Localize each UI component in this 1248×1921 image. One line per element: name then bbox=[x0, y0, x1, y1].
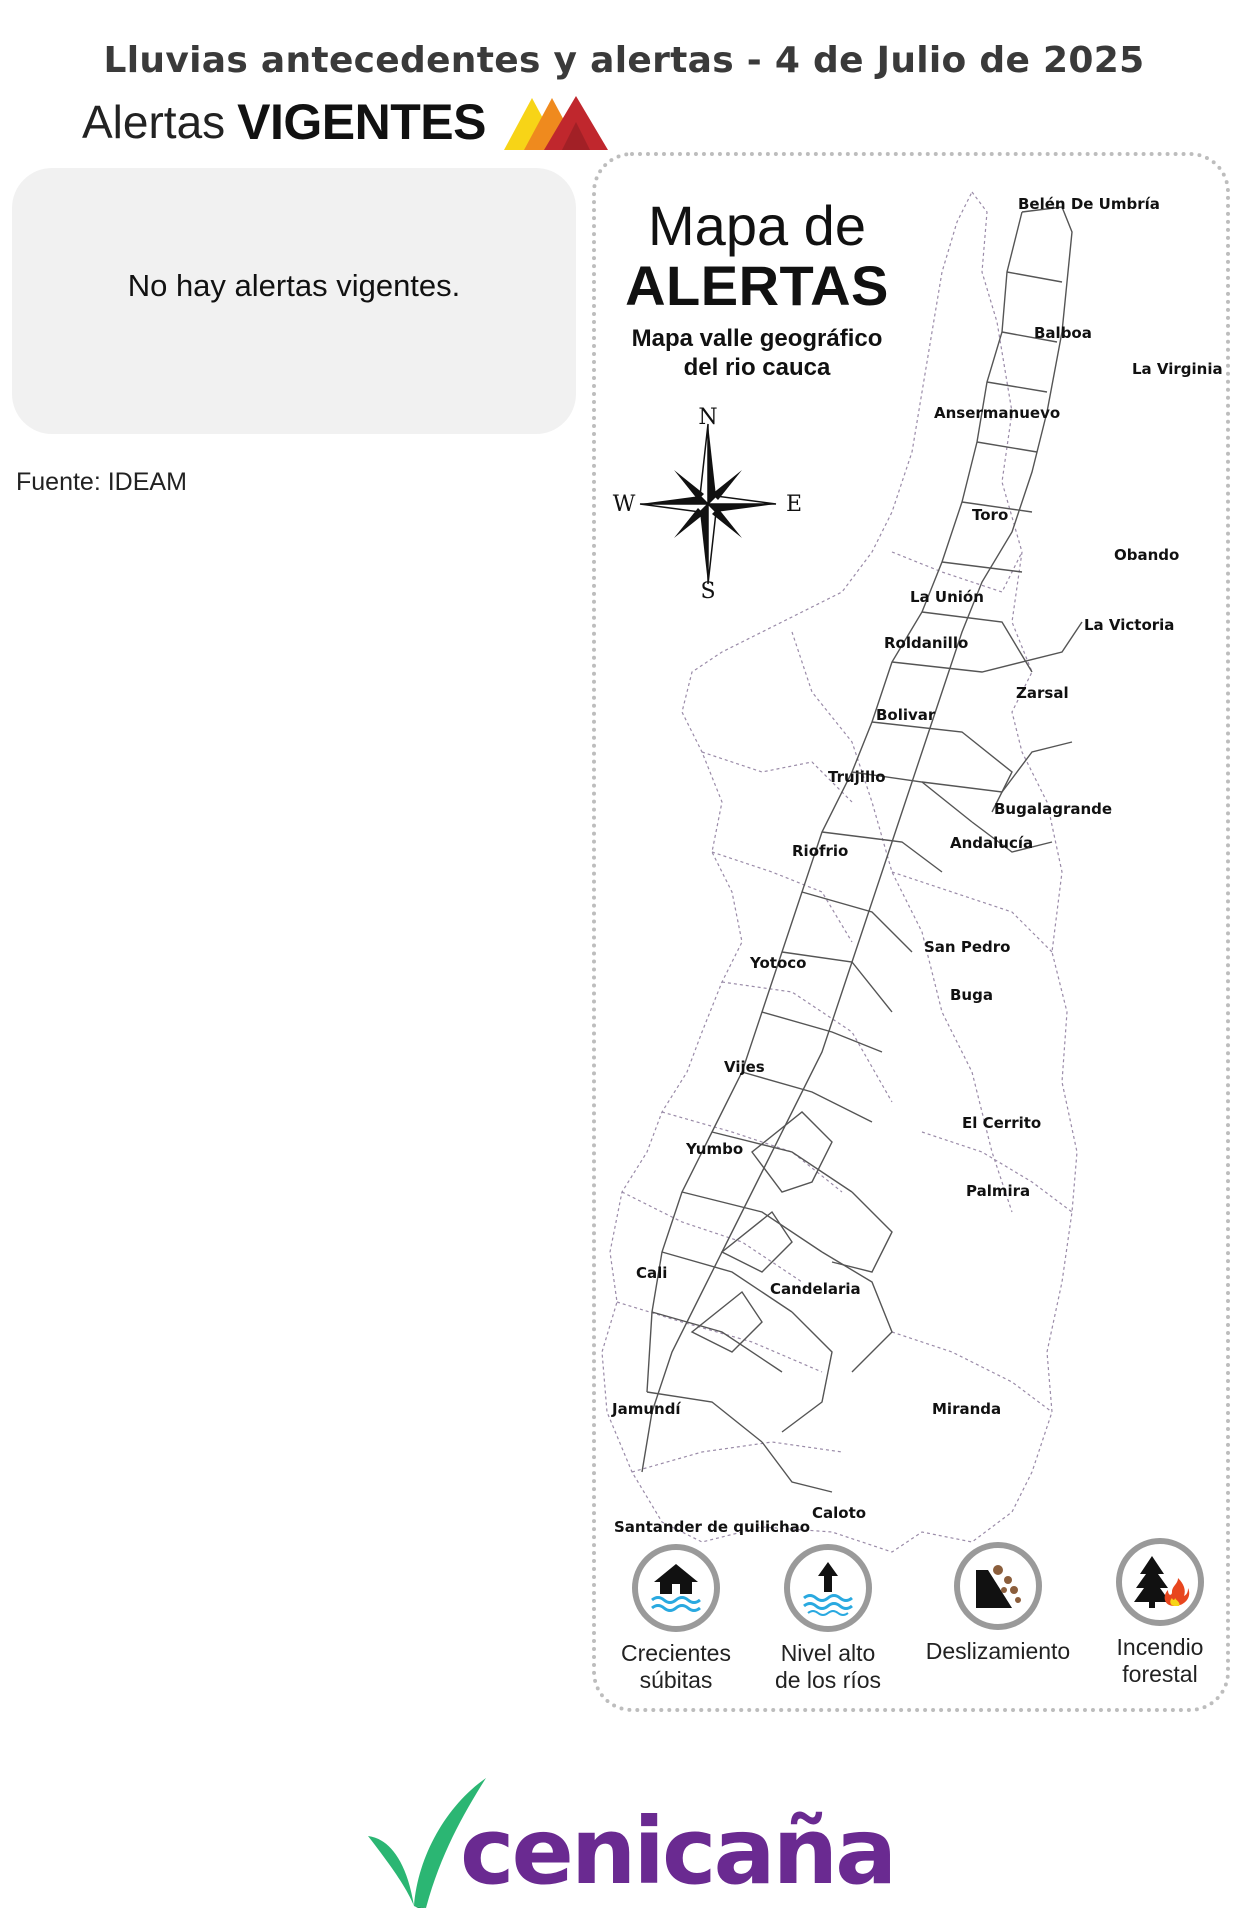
legend-deslizamiento-label: Deslizamiento bbox=[925, 1638, 1071, 1664]
municipio-belen-de-umbria: Belén De Umbría bbox=[1018, 195, 1160, 213]
municipio-roldanillo: Roldanillo bbox=[884, 634, 969, 652]
source-text: Fuente: IDEAM bbox=[16, 468, 187, 496]
alerts-panel bbox=[12, 168, 576, 434]
municipio-candelaria: Candelaria bbox=[770, 1280, 861, 1298]
brand-name: cenicaña bbox=[460, 1798, 895, 1905]
municipio-palmira: Palmira bbox=[966, 1182, 1031, 1200]
municipio-la-union: La Unión bbox=[910, 588, 984, 606]
alerts-heading bbox=[82, 92, 608, 152]
page-title: Lluvias antecedentes y alertas - 4 de Julio de 2025 bbox=[103, 40, 1145, 81]
compass-w: W bbox=[612, 492, 636, 517]
municipio-andalucia: Andalucía bbox=[950, 834, 1034, 852]
municipio-balboa: Balboa bbox=[1034, 324, 1092, 342]
legend-incendio-line2: forestal bbox=[1122, 1661, 1198, 1687]
legend-nivel-line2: de los ríos bbox=[774, 1667, 882, 1693]
map-subtitle-line1: Mapa valle geográfico bbox=[631, 325, 883, 352]
legend-deslizamiento bbox=[918, 1542, 1078, 1665]
legend-incendio-line1: Incendio bbox=[1116, 1634, 1204, 1660]
forest-fire-icon bbox=[1130, 1552, 1190, 1612]
legend-incendio-forestal bbox=[1080, 1538, 1240, 1688]
municipio-riofrio: Riofrio bbox=[792, 842, 849, 860]
municipio-bolivar: Bolivar bbox=[876, 706, 936, 724]
map-title-line2: ALERTAS bbox=[625, 254, 889, 317]
municipio-trujillo: Trujillo bbox=[828, 768, 886, 786]
municipio-bugalagrande: Bugalagrande bbox=[994, 800, 1113, 818]
valle-del-cauca-map bbox=[592, 152, 1230, 1712]
alerts-vigentes-word: VIGENTES bbox=[237, 94, 487, 150]
no-alerts-message: No hay alertas vigentes. bbox=[127, 268, 461, 303]
legend-nivel-line1: Nivel alto bbox=[780, 1640, 876, 1666]
legend-crecientes-line1: Crecientes bbox=[621, 1640, 731, 1666]
municipio-miranda: Miranda bbox=[932, 1400, 1002, 1418]
municipio-yumbo: Yumbo bbox=[686, 1140, 744, 1158]
mountain-logo-icon bbox=[504, 92, 608, 152]
municipio-el-cerrito: El Cerrito bbox=[962, 1114, 1042, 1132]
legend-crecientes-subitas bbox=[596, 1544, 756, 1694]
legend-nivel-alto-rios bbox=[748, 1544, 908, 1694]
municipio-toro: Toro bbox=[972, 506, 1009, 524]
compass-rose bbox=[610, 404, 803, 609]
municipio-la-victoria: La Victoria bbox=[1084, 616, 1175, 634]
alerts-word: Alertas bbox=[82, 96, 226, 148]
municipio-buga: Buga bbox=[950, 986, 993, 1004]
landslide-icon bbox=[968, 1556, 1028, 1616]
compass-s: S bbox=[700, 579, 716, 604]
municipio-yotoco: Yotoco bbox=[750, 954, 807, 972]
municipio-ansermanuevo: Ansermanuevo bbox=[934, 404, 1061, 422]
legend-crecientes-line2: súbitas bbox=[639, 1667, 713, 1693]
compass-rose-icon bbox=[610, 404, 803, 604]
municipio-vijes: Vijes bbox=[724, 1058, 765, 1076]
municipio-san-pedro: San Pedro bbox=[924, 938, 1011, 956]
map-title bbox=[612, 196, 902, 382]
compass-n: N bbox=[698, 405, 718, 430]
municipio-caloto: Caloto bbox=[812, 1504, 867, 1522]
municipio-jamundi: Jamundí bbox=[612, 1400, 681, 1418]
municipio-santander-de-quilichao: Santander de quilichao bbox=[614, 1518, 811, 1536]
flood-house-icon bbox=[646, 1558, 706, 1618]
municipio-obando: Obando bbox=[1114, 546, 1180, 564]
map-title-line1: Mapa de bbox=[648, 194, 866, 257]
river-level-icon bbox=[798, 1558, 858, 1618]
compass-e: E bbox=[785, 492, 803, 517]
municipio-cali: Cali bbox=[636, 1264, 668, 1282]
brand-logo bbox=[366, 1776, 895, 1916]
municipio-zarsal: Zarsal bbox=[1016, 684, 1069, 702]
municipio-la-virginia: La Virginia bbox=[1132, 360, 1223, 378]
map-subtitle-line2: del rio cauca bbox=[683, 354, 831, 381]
